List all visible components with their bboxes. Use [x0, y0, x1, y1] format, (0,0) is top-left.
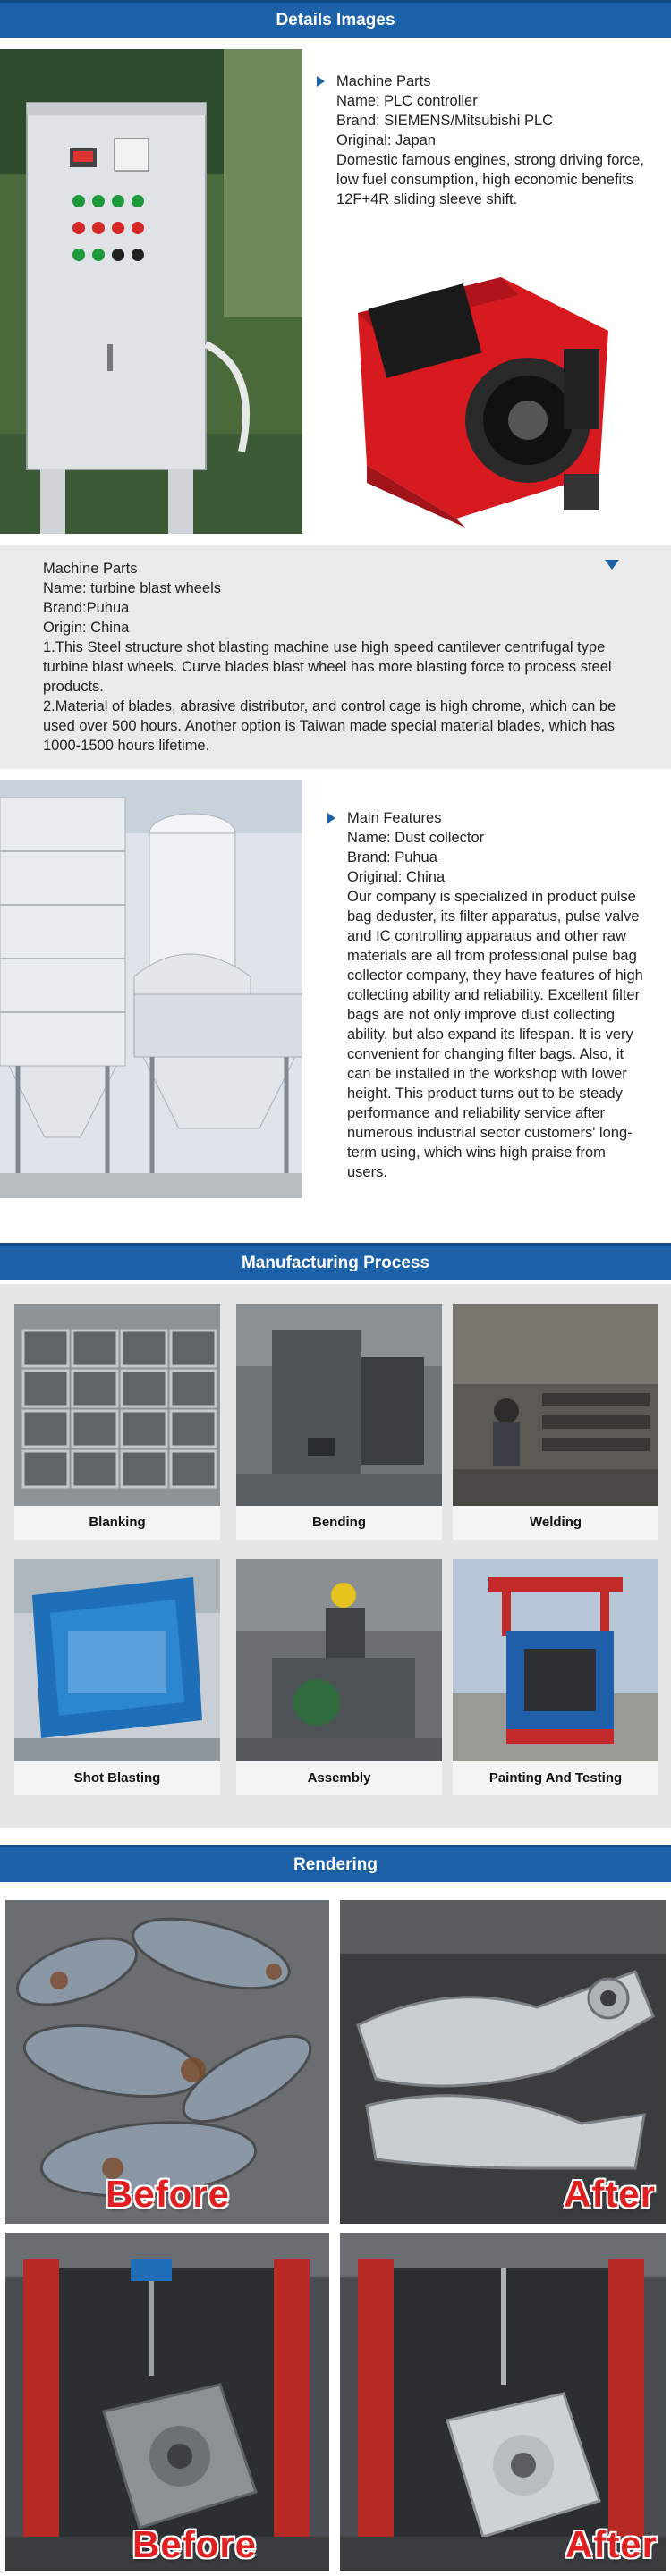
- details-images-title: Details Images: [276, 11, 395, 30]
- dust-name: Name: Dust collector: [347, 830, 485, 846]
- dust-collector-photo: [0, 780, 302, 1198]
- dust-description: Our company is specialized in product pulse bag deduster, its filter apparatus, pulse valve and IC controlling apparatus and other raw materials are all from professional pulse bag collector company, they have features of high collecting ability and reliability. Excellent filter bags are not only improve dust collecting ability, but also expand its lifespan. It is very convenient for changing filter bags. Also, it can be installed in the workshop with lower height. This product turns out to be steady performance and reliability service after numerous industrial sector customers' long-term using, which wins high praise from users.: [347, 889, 643, 1180]
- after-casting-photo: [340, 2233, 666, 2571]
- control-cabinet-photo: [0, 49, 302, 534]
- process-label-painting-testing: Painting And Testing: [453, 1761, 658, 1795]
- turbine-name: Name: turbine blast wheels: [43, 580, 222, 596]
- turbine-text-block: [43, 559, 633, 756]
- plc-description: Domestic famous engines, strong driving force, low fuel consumption, high economic benefits 12F+4R sliding sleeve shift.: [336, 152, 644, 207]
- turbine-paragraph-2: 2.Material of blades, abrasive distributor, and control cage is high chrome, which can be used over 500 hours. Another option is Taiwan made special material blades, which has 1000-1500 hours lifetime.: [43, 698, 616, 754]
- blanking-photo: [14, 1304, 220, 1506]
- process-label-blanking: Blanking: [14, 1506, 220, 1540]
- dust-text-block: [347, 808, 650, 1182]
- arrow-right-icon: [317, 76, 325, 87]
- after-stamp: After: [564, 2173, 657, 2215]
- manufacturing-title: Manufacturing Process: [241, 1254, 430, 1272]
- rendering-title: Rendering: [293, 1855, 378, 1874]
- bending-photo: [236, 1304, 442, 1506]
- after-stamp: After: [565, 2523, 658, 2565]
- turbine-origin: Origin: China: [43, 620, 130, 636]
- process-label-bending: Bending: [236, 1506, 442, 1540]
- before-stamp: Before: [132, 2523, 258, 2565]
- turbine-paragraph-1: 1.This Steel structure shot blasting machine use high speed cantilever centrifugal type turbine blast wheels. Curve blades blast wheel has more blasting force to process steel products.: [43, 639, 612, 695]
- manufacturing-header: [0, 1243, 671, 1280]
- plc-text-block: [336, 72, 658, 209]
- plc-original: Original: Japan: [336, 132, 436, 148]
- process-label-assembly: Assembly: [236, 1761, 442, 1795]
- assembly-photo: [236, 1559, 442, 1761]
- turbine-heading: Machine Parts: [43, 561, 138, 577]
- welding-photo: [453, 1304, 658, 1506]
- plc-machine-photo: [340, 259, 635, 528]
- plc-heading: Machine Parts: [336, 73, 431, 89]
- rendering-header: [0, 1845, 671, 1882]
- plc-brand: Brand: SIEMENS/Mitsubishi PLC: [336, 113, 554, 129]
- process-label-shot-blasting: Shot Blasting: [14, 1761, 220, 1795]
- turbine-brand: Brand:Puhua: [43, 600, 130, 616]
- dust-original: Original: China: [347, 869, 446, 885]
- shot-blasting-photo: [14, 1559, 220, 1761]
- painting-testing-photo: [453, 1559, 658, 1761]
- dust-heading: Main Features: [347, 810, 442, 826]
- before-stamp: Before: [106, 2173, 231, 2215]
- process-label-welding: Welding: [453, 1506, 658, 1540]
- details-images-header: [0, 0, 671, 38]
- arrow-right-icon: [327, 813, 336, 823]
- before-casting-photo: [5, 2233, 329, 2571]
- plc-name: Name: PLC controller: [336, 93, 478, 109]
- dust-brand: Brand: Puhua: [347, 849, 437, 866]
